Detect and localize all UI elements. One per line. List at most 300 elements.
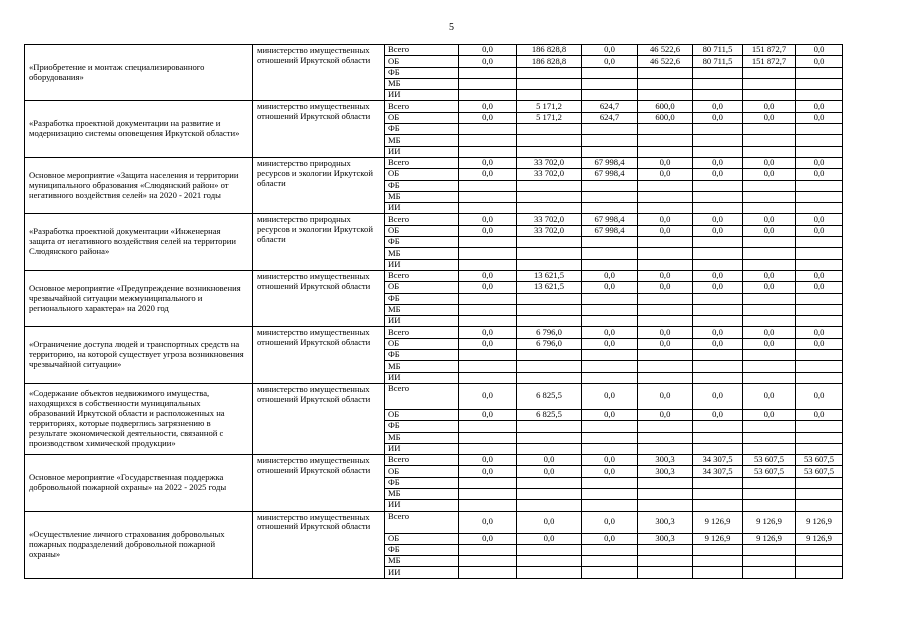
- value-cell: 0,0: [582, 56, 638, 67]
- value-cell: [743, 432, 796, 443]
- value-cell: [582, 124, 638, 135]
- funding-source-cell: Всего: [385, 270, 459, 281]
- value-cell: [517, 237, 582, 248]
- value-cell: [796, 421, 843, 432]
- table-row: [25, 214, 843, 225]
- value-cell: [459, 124, 517, 135]
- value-cell: 5 171,2: [517, 112, 582, 123]
- value-cell: [517, 248, 582, 259]
- value-cell: [638, 500, 693, 511]
- value-cell: [796, 248, 843, 259]
- value-cell: [582, 180, 638, 191]
- value-cell: 0,0: [796, 112, 843, 123]
- value-cell: 0,0: [582, 409, 638, 420]
- value-cell: 0,0: [582, 466, 638, 477]
- value-cell: [638, 180, 693, 191]
- value-cell: [743, 304, 796, 315]
- value-cell: [582, 372, 638, 383]
- value-cell: [796, 304, 843, 315]
- funding-source-cell: ОБ: [385, 338, 459, 349]
- funding-source-cell: ФБ: [385, 544, 459, 555]
- value-cell: [693, 477, 743, 488]
- value-cell: [638, 135, 693, 146]
- value-cell: [459, 567, 517, 578]
- value-cell: [638, 432, 693, 443]
- event-name-cell: «Ограничение доступа людей и транспортных средств на территорию, на которой существует угроза возникновения чрезвычайной ситуации»: [25, 327, 253, 383]
- value-cell: [796, 432, 843, 443]
- event-name-cell: Основное мероприятие «Защита населения и территории муниципального образования «Слюдянский район» от негативного воздействия селей» на 2020 - 2021 годы: [25, 157, 253, 213]
- value-cell: [638, 421, 693, 432]
- value-cell: 0,0: [638, 214, 693, 225]
- value-cell: [459, 361, 517, 372]
- value-cell: [582, 500, 638, 511]
- value-cell: [638, 361, 693, 372]
- value-cell: [459, 293, 517, 304]
- funding-source-cell: ФБ: [385, 67, 459, 78]
- funding-source-cell: ОБ: [385, 466, 459, 477]
- value-cell: [582, 259, 638, 270]
- value-cell: 0,0: [582, 511, 638, 533]
- value-cell: 0,0: [459, 56, 517, 67]
- value-cell: [517, 304, 582, 315]
- page-number: 5: [449, 22, 454, 33]
- value-cell: 0,0: [743, 169, 796, 180]
- value-cell: [796, 567, 843, 578]
- value-cell: [693, 304, 743, 315]
- funding-source-cell: ОБ: [385, 282, 459, 293]
- value-cell: [517, 316, 582, 327]
- funding-source-cell: МБ: [385, 248, 459, 259]
- value-cell: 0,0: [517, 533, 582, 544]
- value-cell: 0,0: [638, 169, 693, 180]
- value-cell: [638, 203, 693, 214]
- value-cell: 0,0: [693, 214, 743, 225]
- value-cell: 53 607,5: [743, 466, 796, 477]
- value-cell: [517, 500, 582, 511]
- value-cell: 6 796,0: [517, 327, 582, 338]
- value-cell: [638, 237, 693, 248]
- value-cell: 0,0: [796, 338, 843, 349]
- value-cell: 13 621,5: [517, 282, 582, 293]
- value-cell: [517, 78, 582, 89]
- value-cell: 0,0: [693, 383, 743, 409]
- executor-cell: министерство имущественных отношений Иркутской области: [253, 383, 385, 454]
- value-cell: [582, 237, 638, 248]
- value-cell: 0,0: [693, 225, 743, 236]
- value-cell: [796, 90, 843, 101]
- value-cell: [638, 443, 693, 454]
- value-cell: [638, 259, 693, 270]
- value-cell: [743, 293, 796, 304]
- value-cell: [459, 544, 517, 555]
- value-cell: 0,0: [459, 338, 517, 349]
- value-cell: [693, 556, 743, 567]
- value-cell: [638, 488, 693, 499]
- value-cell: [693, 432, 743, 443]
- value-cell: 300,3: [638, 533, 693, 544]
- value-cell: [743, 135, 796, 146]
- value-cell: 0,0: [638, 157, 693, 168]
- value-cell: [582, 567, 638, 578]
- value-cell: [517, 443, 582, 454]
- value-cell: 0,0: [796, 225, 843, 236]
- value-cell: [459, 500, 517, 511]
- value-cell: [638, 146, 693, 157]
- value-cell: 0,0: [796, 409, 843, 420]
- funding-source-cell: ИИ: [385, 567, 459, 578]
- value-cell: [796, 78, 843, 89]
- value-cell: [693, 316, 743, 327]
- value-cell: 9 126,9: [796, 533, 843, 544]
- executor-cell: министерство природных ресурсов и экологии Иркутской области: [253, 214, 385, 270]
- value-cell: [693, 180, 743, 191]
- value-cell: [693, 124, 743, 135]
- value-cell: 300,3: [638, 455, 693, 466]
- value-cell: [743, 248, 796, 259]
- value-cell: [459, 90, 517, 101]
- value-cell: [459, 421, 517, 432]
- value-cell: [796, 237, 843, 248]
- value-cell: [582, 203, 638, 214]
- value-cell: [693, 361, 743, 372]
- value-cell: [582, 421, 638, 432]
- value-cell: 0,0: [638, 282, 693, 293]
- value-cell: [693, 259, 743, 270]
- table-row: [25, 101, 843, 112]
- value-cell: 6 825,5: [517, 409, 582, 420]
- value-cell: [517, 421, 582, 432]
- value-cell: 0,0: [796, 56, 843, 67]
- value-cell: 0,0: [459, 157, 517, 168]
- value-cell: 34 307,5: [693, 455, 743, 466]
- value-cell: 0,0: [459, 511, 517, 533]
- value-cell: 9 126,9: [693, 533, 743, 544]
- value-cell: [743, 556, 796, 567]
- value-cell: 33 702,0: [517, 225, 582, 236]
- value-cell: 6 825,5: [517, 383, 582, 409]
- funding-source-cell: ОБ: [385, 225, 459, 236]
- value-cell: 0,0: [743, 225, 796, 236]
- event-name-cell: «Осуществление личного страхования добровольных пожарных подразделений добровольной пожарной охраны»: [25, 511, 253, 578]
- value-cell: 0,0: [459, 270, 517, 281]
- value-cell: 0,0: [796, 45, 843, 56]
- value-cell: 0,0: [638, 225, 693, 236]
- value-cell: [796, 477, 843, 488]
- value-cell: [517, 124, 582, 135]
- funding-source-cell: ФБ: [385, 180, 459, 191]
- value-cell: 151 872,7: [743, 45, 796, 56]
- value-cell: [638, 124, 693, 135]
- value-cell: [796, 124, 843, 135]
- value-cell: 0,0: [693, 409, 743, 420]
- value-cell: 0,0: [693, 157, 743, 168]
- value-cell: 0,0: [459, 214, 517, 225]
- value-cell: [796, 443, 843, 454]
- value-cell: [796, 203, 843, 214]
- value-cell: [582, 304, 638, 315]
- value-cell: [743, 67, 796, 78]
- value-cell: [743, 350, 796, 361]
- table-row: [25, 511, 843, 533]
- value-cell: 0,0: [459, 383, 517, 409]
- funding-source-cell: Всего: [385, 383, 459, 409]
- value-cell: [743, 237, 796, 248]
- value-cell: [517, 372, 582, 383]
- funding-source-cell: ОБ: [385, 533, 459, 544]
- value-cell: [517, 180, 582, 191]
- value-cell: [517, 432, 582, 443]
- value-cell: [796, 259, 843, 270]
- value-cell: [517, 488, 582, 499]
- table-row: [25, 383, 843, 409]
- value-cell: [693, 350, 743, 361]
- value-cell: [459, 477, 517, 488]
- value-cell: [517, 477, 582, 488]
- value-cell: [743, 500, 796, 511]
- value-cell: [693, 146, 743, 157]
- value-cell: [743, 191, 796, 202]
- funding-source-cell: ОБ: [385, 169, 459, 180]
- value-cell: 300,3: [638, 466, 693, 477]
- value-cell: 0,0: [459, 466, 517, 477]
- value-cell: 67 998,4: [582, 169, 638, 180]
- executor-cell: министерство имущественных отношений Иркутской области: [253, 511, 385, 578]
- value-cell: [743, 421, 796, 432]
- funding-source-cell: ИИ: [385, 316, 459, 327]
- table-row: [25, 270, 843, 281]
- value-cell: [743, 124, 796, 135]
- value-cell: 13 621,5: [517, 270, 582, 281]
- value-cell: 0,0: [796, 383, 843, 409]
- value-cell: 0,0: [459, 409, 517, 420]
- value-cell: [693, 237, 743, 248]
- value-cell: [693, 90, 743, 101]
- value-cell: [517, 90, 582, 101]
- value-cell: [638, 90, 693, 101]
- value-cell: 0,0: [743, 270, 796, 281]
- value-cell: 0,0: [743, 338, 796, 349]
- funding-source-cell: ИИ: [385, 443, 459, 454]
- executor-cell: министерство имущественных отношений Иркутской области: [253, 327, 385, 383]
- value-cell: [638, 477, 693, 488]
- value-cell: [517, 293, 582, 304]
- funding-source-cell: ИИ: [385, 146, 459, 157]
- value-cell: 46 522,6: [638, 45, 693, 56]
- value-cell: [517, 203, 582, 214]
- value-cell: [693, 544, 743, 555]
- value-cell: 0,0: [582, 455, 638, 466]
- funding-source-cell: МБ: [385, 488, 459, 499]
- value-cell: [582, 544, 638, 555]
- value-cell: 0,0: [638, 327, 693, 338]
- value-cell: 0,0: [693, 327, 743, 338]
- event-name-cell: «Содержание объектов недвижимого имущества, находящихся в собственности муниципальных образований Иркутской области и расположенных на территориях, которые подверглись загрязнению в результате экономической деятельности, связанной с производством химической продукции»: [25, 383, 253, 454]
- value-cell: 0,0: [582, 533, 638, 544]
- value-cell: [693, 191, 743, 202]
- value-cell: 0,0: [459, 169, 517, 180]
- funding-source-cell: ОБ: [385, 112, 459, 123]
- funding-source-cell: МБ: [385, 432, 459, 443]
- value-cell: 0,0: [459, 455, 517, 466]
- value-cell: 80 711,5: [693, 45, 743, 56]
- value-cell: [582, 78, 638, 89]
- value-cell: [796, 500, 843, 511]
- value-cell: [459, 180, 517, 191]
- value-cell: 0,0: [638, 270, 693, 281]
- value-cell: [459, 135, 517, 146]
- value-cell: 0,0: [796, 327, 843, 338]
- executor-cell: министерство имущественных отношений Иркутской области: [253, 270, 385, 326]
- value-cell: 300,3: [638, 511, 693, 533]
- value-cell: [459, 191, 517, 202]
- funding-source-cell: МБ: [385, 304, 459, 315]
- funding-source-cell: МБ: [385, 78, 459, 89]
- value-cell: [582, 90, 638, 101]
- value-cell: [459, 556, 517, 567]
- value-cell: [582, 191, 638, 202]
- value-cell: [517, 556, 582, 567]
- value-cell: 0,0: [693, 338, 743, 349]
- funding-source-cell: ИИ: [385, 203, 459, 214]
- funding-source-cell: ИИ: [385, 372, 459, 383]
- value-cell: [693, 567, 743, 578]
- value-cell: 151 872,7: [743, 56, 796, 67]
- value-cell: 53 607,5: [743, 455, 796, 466]
- value-cell: [459, 372, 517, 383]
- value-cell: [796, 293, 843, 304]
- value-cell: 67 998,4: [582, 214, 638, 225]
- value-cell: 0,0: [459, 225, 517, 236]
- value-cell: 5 171,2: [517, 101, 582, 112]
- table-row: [25, 157, 843, 168]
- value-cell: [638, 350, 693, 361]
- value-cell: [517, 67, 582, 78]
- executor-cell: министерство имущественных отношений Иркутской области: [253, 101, 385, 157]
- value-cell: 0,0: [582, 270, 638, 281]
- value-cell: 6 796,0: [517, 338, 582, 349]
- value-cell: 0,0: [517, 455, 582, 466]
- value-cell: [517, 544, 582, 555]
- value-cell: [459, 78, 517, 89]
- value-cell: 0,0: [638, 338, 693, 349]
- value-cell: 0,0: [517, 511, 582, 533]
- value-cell: [796, 372, 843, 383]
- value-cell: [743, 180, 796, 191]
- value-cell: [693, 135, 743, 146]
- funding-source-cell: Всего: [385, 45, 459, 56]
- value-cell: [517, 191, 582, 202]
- value-cell: 0,0: [796, 282, 843, 293]
- value-cell: [743, 259, 796, 270]
- value-cell: [693, 293, 743, 304]
- funding-table: [24, 44, 843, 579]
- value-cell: [796, 146, 843, 157]
- value-cell: [582, 477, 638, 488]
- value-cell: 0,0: [693, 112, 743, 123]
- value-cell: [796, 316, 843, 327]
- value-cell: [638, 78, 693, 89]
- value-cell: [743, 316, 796, 327]
- executor-cell: министерство имущественных отношений Иркутской области: [253, 45, 385, 101]
- value-cell: [638, 248, 693, 259]
- value-cell: [796, 488, 843, 499]
- value-cell: [638, 556, 693, 567]
- value-cell: 0,0: [743, 409, 796, 420]
- value-cell: [459, 304, 517, 315]
- value-cell: 0,0: [582, 338, 638, 349]
- funding-source-cell: ОБ: [385, 56, 459, 67]
- value-cell: [582, 350, 638, 361]
- value-cell: [582, 488, 638, 499]
- funding-source-cell: ФБ: [385, 124, 459, 135]
- value-cell: [743, 203, 796, 214]
- value-cell: [743, 361, 796, 372]
- value-cell: 0,0: [743, 383, 796, 409]
- funding-source-cell: ИИ: [385, 259, 459, 270]
- value-cell: [638, 67, 693, 78]
- value-cell: 0,0: [459, 533, 517, 544]
- value-cell: [517, 567, 582, 578]
- value-cell: [638, 372, 693, 383]
- value-cell: 33 702,0: [517, 157, 582, 168]
- executor-cell: министерство природных ресурсов и экологии Иркутской области: [253, 157, 385, 213]
- value-cell: [582, 432, 638, 443]
- value-cell: [638, 567, 693, 578]
- value-cell: 0,0: [693, 169, 743, 180]
- value-cell: [459, 67, 517, 78]
- value-cell: 0,0: [743, 101, 796, 112]
- value-cell: [693, 488, 743, 499]
- value-cell: [582, 135, 638, 146]
- value-cell: 9 126,9: [796, 511, 843, 533]
- value-cell: 0,0: [796, 270, 843, 281]
- value-cell: 0,0: [743, 282, 796, 293]
- funding-source-cell: ФБ: [385, 237, 459, 248]
- value-cell: [743, 477, 796, 488]
- value-cell: [638, 293, 693, 304]
- value-cell: [638, 191, 693, 202]
- value-cell: [582, 316, 638, 327]
- value-cell: [743, 90, 796, 101]
- value-cell: [796, 350, 843, 361]
- funding-source-cell: ИИ: [385, 90, 459, 101]
- value-cell: 186 828,8: [517, 45, 582, 56]
- funding-source-cell: ФБ: [385, 293, 459, 304]
- value-cell: 46 522,6: [638, 56, 693, 67]
- value-cell: [743, 567, 796, 578]
- value-cell: 9 126,9: [693, 511, 743, 533]
- funding-source-cell: ИИ: [385, 500, 459, 511]
- value-cell: 0,0: [517, 466, 582, 477]
- event-name-cell: «Разработка проектной документации «Инженерная защита от негативного воздействия селей на территории Слюдянского района»: [25, 214, 253, 270]
- table-row: [25, 45, 843, 56]
- funding-source-cell: МБ: [385, 191, 459, 202]
- value-cell: [517, 146, 582, 157]
- value-cell: 0,0: [638, 409, 693, 420]
- value-cell: 0,0: [743, 327, 796, 338]
- value-cell: [743, 544, 796, 555]
- value-cell: [743, 372, 796, 383]
- value-cell: [638, 316, 693, 327]
- value-cell: [796, 180, 843, 191]
- value-cell: [693, 421, 743, 432]
- value-cell: [638, 304, 693, 315]
- value-cell: 0,0: [582, 383, 638, 409]
- value-cell: [693, 78, 743, 89]
- value-cell: [743, 488, 796, 499]
- value-cell: 624,7: [582, 101, 638, 112]
- funding-source-cell: МБ: [385, 556, 459, 567]
